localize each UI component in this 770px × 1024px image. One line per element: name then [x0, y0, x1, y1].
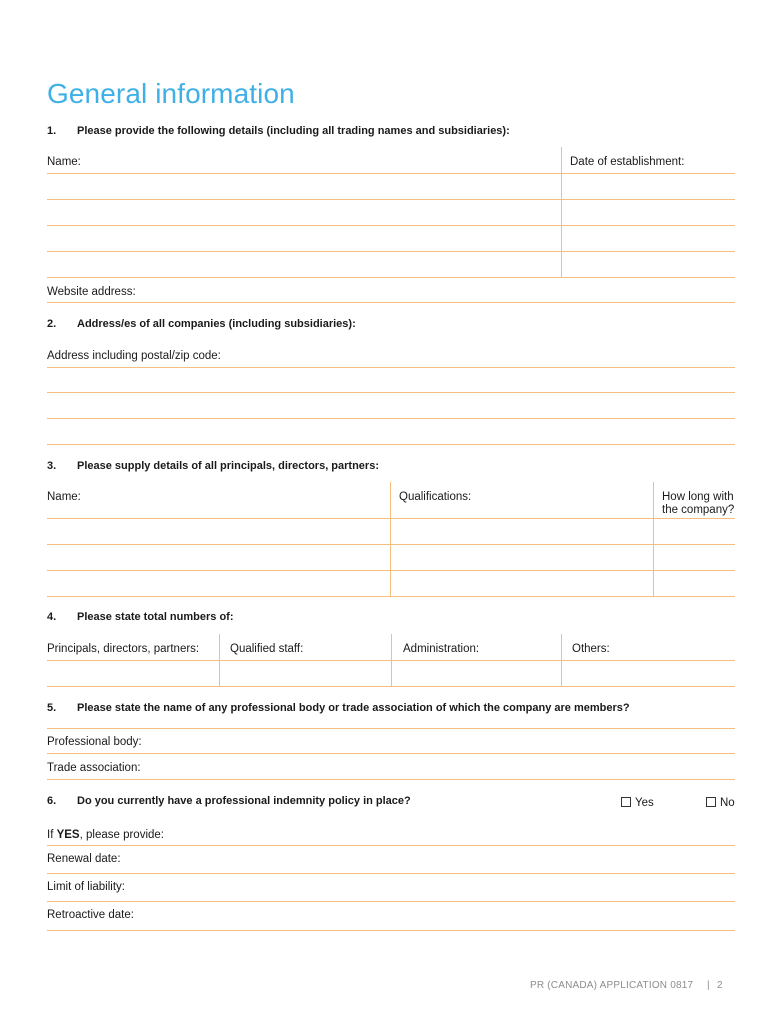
footer-document-code: PR (CANADA) APPLICATION 0817 — [530, 980, 694, 991]
q5-professional-body-field[interactable] — [150, 733, 734, 751]
q6-question: Do you currently have a professional indemnity policy in place? — [77, 795, 411, 807]
q3-howlong-field-1[interactable] — [658, 523, 734, 541]
q4-qualified-field[interactable] — [224, 665, 387, 683]
q6-rule — [47, 845, 735, 846]
q1-rule — [47, 251, 735, 252]
q1-rule — [47, 225, 735, 226]
q4-rule — [47, 660, 735, 661]
q5-number: 5. — [47, 702, 57, 714]
page-title: General information — [47, 78, 295, 109]
q3-howlong-field-2[interactable] — [658, 549, 734, 567]
q3-question: Please supply details of all principals, directors, partners: — [77, 460, 379, 472]
q4-principals-field[interactable] — [47, 665, 215, 683]
q1-name-field-4[interactable] — [47, 256, 557, 274]
q4-others-field[interactable] — [566, 665, 734, 683]
q3-name-field-1[interactable] — [47, 523, 385, 541]
q3-howlong-field-3[interactable] — [658, 575, 734, 593]
q2-address-label: Address including postal/zip code: — [47, 350, 221, 362]
q1-question: Please provide the following details (including all trading names and subsidiaries): — [77, 125, 510, 137]
q2-question: Address/es of all companies (including subsidiaries): — [77, 318, 356, 330]
q6-if-yes: YES — [56, 829, 80, 841]
q4-administration-label: Administration: — [403, 643, 480, 655]
q2-rule — [47, 367, 735, 368]
q5-rule — [47, 753, 735, 754]
q2-rule — [47, 392, 735, 393]
q1-name-field-1[interactable] — [47, 178, 557, 196]
q6-retroactive-date-label: Retroactive date: — [47, 909, 134, 921]
q1-number: 1. — [47, 125, 57, 137]
q1-website-label: Website address: — [47, 286, 136, 298]
q4-qualified-label: Qualified staff: — [230, 643, 304, 655]
q3-qualifications-field-2[interactable] — [395, 549, 649, 567]
q6-if-yes-instruction — [47, 829, 164, 841]
q3-number: 3. — [47, 460, 57, 472]
q2-address-field-2[interactable] — [47, 397, 735, 415]
q6-rule — [47, 901, 735, 902]
q3-rule — [47, 596, 735, 597]
q4-rule — [47, 686, 735, 687]
q3-column-divider — [653, 482, 654, 596]
q1-rule — [47, 173, 735, 174]
q4-others-label: Others: — [572, 643, 610, 655]
q3-howlong-label-line2: the company? — [662, 504, 735, 516]
q3-qualifications-label: Qualifications: — [399, 491, 472, 503]
q4-question: Please state total numbers of: — [77, 611, 234, 623]
q4-principals-label: Principals, directors, partners: — [47, 643, 200, 655]
q1-rule — [47, 277, 735, 278]
q6-renewal-date-field[interactable] — [130, 850, 734, 868]
q6-yes-label: Yes — [635, 797, 654, 809]
q6-if-suffix: , please provide: — [79, 829, 164, 841]
q3-name-field-3[interactable] — [47, 575, 385, 593]
q5-trade-association-label: Trade association: — [47, 762, 141, 774]
q2-rule — [47, 418, 735, 419]
q2-address-field-1[interactable] — [47, 372, 735, 390]
q1-rule — [47, 199, 735, 200]
q3-column-divider — [390, 482, 391, 596]
q1-date-field-1[interactable] — [566, 178, 734, 196]
q6-renewal-date-label: Renewal date: — [47, 853, 121, 865]
q3-name-field-2[interactable] — [47, 549, 385, 567]
q6-if-prefix: If — [47, 829, 57, 841]
q6-limit-of-liability-label: Limit of liability: — [47, 881, 125, 893]
q2-number: 2. — [47, 318, 57, 330]
q1-name-field-3[interactable] — [47, 230, 557, 248]
q4-number: 4. — [47, 611, 57, 623]
q1-date-field-2[interactable] — [566, 204, 734, 222]
q3-rule — [47, 570, 735, 571]
yes-checkbox[interactable] — [621, 797, 631, 807]
q6-retroactive-date-field[interactable] — [140, 906, 734, 924]
no-checkbox[interactable] — [706, 797, 716, 807]
q5-professional-body-label: Professional body: — [47, 736, 142, 748]
q5-question: Please state the name of any professional body or trade association of which the company are members? — [77, 702, 630, 714]
footer-page-number: 2 — [717, 980, 723, 991]
q5-trade-association-field[interactable] — [150, 759, 734, 777]
q1-column-divider — [561, 147, 562, 277]
q6-limit-of-liability-field[interactable] — [130, 878, 734, 896]
q1-date-field-4[interactable] — [566, 256, 734, 274]
q6-no-label: No — [720, 797, 735, 809]
q1-website-rule — [47, 302, 735, 303]
q1-date-label: Date of establishment: — [570, 156, 685, 168]
q2-address-field-3[interactable] — [47, 423, 735, 441]
q6-no-option[interactable] — [706, 797, 735, 809]
q1-date-field-3[interactable] — [566, 230, 734, 248]
q6-rule — [47, 930, 735, 931]
q6-number: 6. — [47, 795, 57, 807]
q3-rule — [47, 544, 735, 545]
q6-yes-option[interactable] — [621, 797, 654, 809]
q4-administration-field[interactable] — [396, 665, 557, 683]
q3-name-label: Name: — [47, 491, 81, 503]
q5-rule — [47, 779, 735, 780]
footer-separator: | — [707, 980, 710, 991]
q3-howlong-label-line1: How long with — [662, 491, 734, 503]
q1-name-label: Name: — [47, 156, 81, 168]
q3-qualifications-field-3[interactable] — [395, 575, 649, 593]
q2-rule — [47, 444, 735, 445]
q1-name-field-2[interactable] — [47, 204, 557, 222]
q3-rule — [47, 518, 735, 519]
q1-website-field[interactable] — [145, 283, 733, 301]
q3-qualifications-field-1[interactable] — [395, 523, 649, 541]
q5-rule — [47, 728, 735, 729]
q6-rule — [47, 873, 735, 874]
